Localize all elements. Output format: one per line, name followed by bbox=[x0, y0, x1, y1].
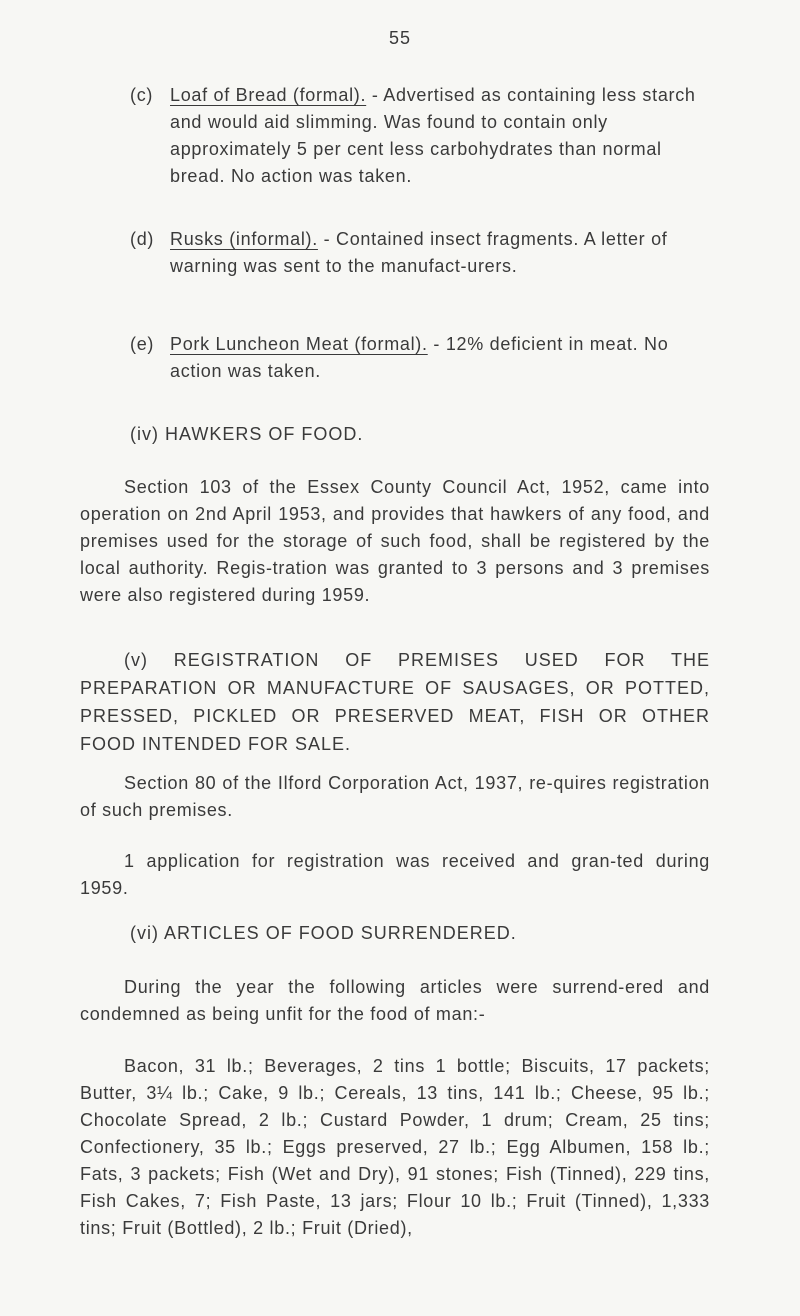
surrendered-heading: (vi) ARTICLES OF FOOD SURRENDERED. bbox=[130, 923, 517, 943]
registration-text-2: 1 application for registration was received and gran-ted during 1959. bbox=[80, 851, 710, 898]
item-d bbox=[130, 226, 705, 280]
registration-heading bbox=[80, 646, 710, 758]
item-d-title: Rusks (informal). bbox=[170, 229, 318, 249]
item-c-title: Loaf of Bread (formal). bbox=[170, 85, 367, 105]
surrendered-paragraph-2 bbox=[80, 1053, 710, 1242]
item-c bbox=[130, 82, 705, 190]
item-e-text: - 12% deficient in meat. No action was taken. bbox=[170, 334, 669, 381]
item-e-title: Pork Luncheon Meat (formal). bbox=[170, 334, 428, 354]
hawkers-paragraph bbox=[80, 474, 710, 609]
registration-paragraph-1 bbox=[80, 770, 710, 824]
surrendered-text-2: Bacon, 31 lb.; Beverages, 2 tins 1 bottle; Biscuits, 17 packets; Butter, 3¼ lb.; Cake, 9 lb.; Cereals, 13 tins, 141 lb.; Cheese, 95 lb.; Chocolate Spread, 2 lb.; Custard Powder, 1 drum; Cream, 25 tins; Confectionery, 35 lb.; Eggs preserved, 27 lb.; Egg Albumen, 158 lb.; Fats, 3 packets; Fish (Wet and Dry), 91 stones; Fish (Tinned), 229 tins, Fish Cakes, 7; Fish Paste, 13 jars; Flour 10 lb.; Fruit (Tinned), 1,333 tins; Fruit (Bottled), 2 lb.; Fruit (Dried), bbox=[80, 1056, 710, 1238]
item-e bbox=[130, 331, 705, 385]
item-c-text: - Advertised as containing less starch and would aid slimming. Was found to contain only approximately 5 per cent less carbohydrates than normal bread. No action was taken. bbox=[170, 85, 696, 186]
surrendered-text-1: During the year the following articles were surrend-ered and condemned as being unfit for the food of man:- bbox=[80, 977, 710, 1024]
hawkers-text: Section 103 of the Essex County Council Act, 1952, came into operation on 2nd April 1953, and provides that hawkers of any food, and premises used for the storage of such food, shall be registered by the local authority. Regis-tration was granted to 3 persons and 3 premises were also registered during 1959. bbox=[80, 477, 710, 605]
item-d-text: - Contained insect fragments. A letter of warning was sent to the manufact-urers. bbox=[170, 229, 668, 276]
surrendered-paragraph-1 bbox=[80, 974, 710, 1028]
registration-paragraph-2 bbox=[80, 848, 710, 902]
item-d-tag: (d) bbox=[130, 229, 155, 249]
item-c-tag: (c) bbox=[130, 85, 154, 105]
hawkers-heading: (iv) HAWKERS OF FOOD. bbox=[130, 424, 364, 444]
registration-text-1: Section 80 of the Ilford Corporation Act, 1937, re-quires registration of such premises. bbox=[80, 773, 710, 820]
item-e-tag: (e) bbox=[130, 334, 155, 354]
registration-heading-text: (v) REGISTRATION OF PREMISES USED FOR THE PREPARATION OR MANUFACTURE OF SAUSAGES, OR POTTED, PRESSED, PICKLED OR PRESERVED MEAT, FISH OR OTHER FOOD INTENDED FOR SALE. bbox=[80, 650, 710, 754]
page-number: 55 bbox=[388, 28, 412, 48]
